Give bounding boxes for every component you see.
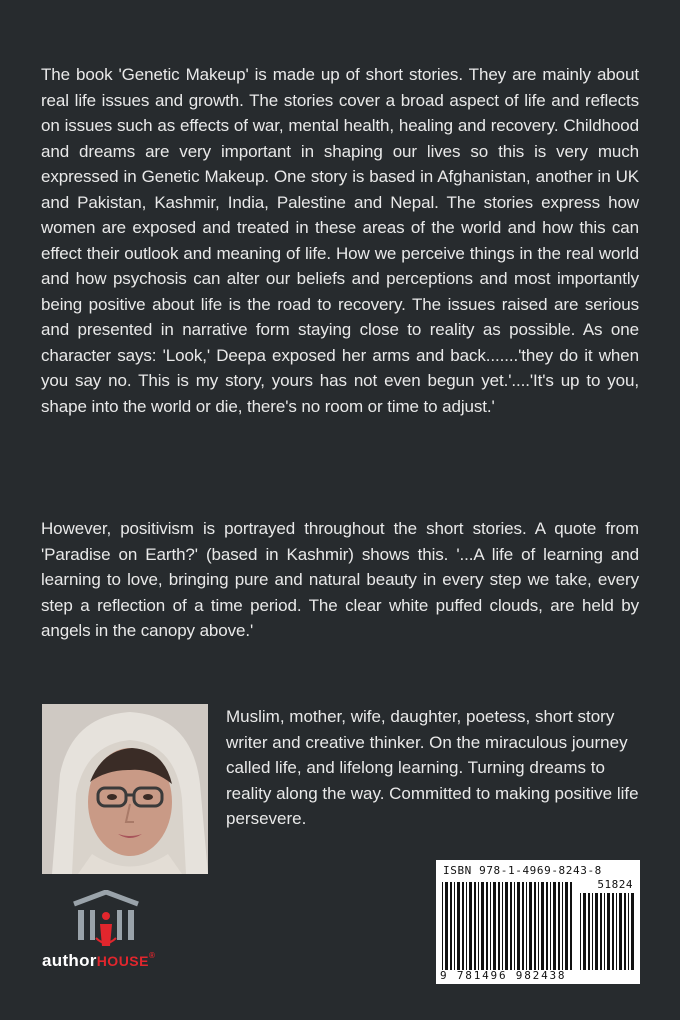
barcode-bar (558, 882, 560, 970)
isbn-barcode (436, 860, 640, 984)
barcode-bar (526, 882, 527, 970)
barcode-bar (595, 893, 598, 970)
ean-digits: 9 781496 982438 (440, 969, 567, 982)
barcode-bar (529, 882, 532, 970)
barcode-bar (624, 893, 626, 970)
barcode-bar (454, 882, 455, 970)
barcode-bar (619, 893, 622, 970)
barcode-bar (570, 882, 572, 970)
barcode-bar (631, 893, 634, 970)
blurb-paragraph-1: The book 'Genetic Makeup' is made up of short stories. They are mainly about real life issues and growth. The stories cover a broad aspect of life and reflects on issues such as effects of war, mental health, healing and recovery. Childhood and dreams are very important in shaping our lives so this is very much expressed in Genetic Makeup. One story is based in Afghanistan, another in UK and Pakistan, Kashmir, India, Palestine and Nepal. The stories express how women are exposed and treated in these areas of the world and how this can effect their outlook and meaning of life. How we perceive things in the real world and how psychosis can alter our beliefs and perceptions and most importantly being positive about life is the road to recovery. The issues raised are serious and presented in narrative form staying close to reality as possible. As one character says: 'Look,' Deepa exposed her arms and back.......'they do it when you say no. This is my story, yours has not even begun yet.'....'It's up to you, shape into the world or die, there's no room or time to adjust.' (41, 65, 639, 416)
barcode-bar (505, 882, 508, 970)
barcode-bar (522, 882, 524, 970)
barcode-bar (604, 893, 605, 970)
barcode-bar (616, 893, 617, 970)
barcode-bar (450, 882, 452, 970)
house-book-logo-icon (40, 890, 180, 950)
barcode-bar (580, 893, 581, 970)
barcode-bar (445, 882, 448, 970)
barcode-bar (628, 893, 629, 970)
price-barcode-bars (580, 893, 634, 970)
barcode-bar (553, 882, 556, 970)
registered-mark: ® (148, 951, 155, 960)
publisher-name-part1: author (42, 951, 97, 970)
barcode-bar (588, 893, 590, 970)
barcode-bar (550, 882, 551, 970)
price-code: 51824 (597, 878, 633, 891)
barcode-bar (469, 882, 472, 970)
barcode-bar (474, 882, 476, 970)
barcode-bar (442, 882, 443, 970)
author-bio: Muslim, mother, wife, daughter, poetess, short story writer and creative thinker. On the miraculous journey called life, and lifelong learning. Turning dreams to reality along the way. Committed to making positive life persevere. (226, 707, 639, 828)
barcode-bar (541, 882, 544, 970)
publisher-name-part2: HOUSE (96, 953, 149, 969)
barcode-bar (534, 882, 536, 970)
barcode-bar (486, 882, 488, 970)
publisher-name (42, 951, 155, 971)
barcode-bar (514, 882, 515, 970)
author-photo (42, 704, 208, 874)
barcode-bar (481, 882, 484, 970)
barcode-bar (607, 893, 610, 970)
barcode-bar (493, 882, 496, 970)
isbn-label: ISBN 978-1-4969-8243-8 (443, 864, 602, 877)
barcode-bar (565, 882, 568, 970)
barcode-bar (562, 882, 563, 970)
barcode-bar (600, 893, 602, 970)
barcode-bar (538, 882, 539, 970)
barcode-bar (502, 882, 503, 970)
ean-barcode-bars (442, 882, 574, 970)
barcode-bar (517, 882, 520, 970)
barcode-bar (466, 882, 467, 970)
barcode-bar (462, 882, 464, 970)
blurb-paragraph-2: However, positivism is portrayed throughout the short stories. A quote from 'Paradise on Earth?' (based in Kashmir) shows this. '...A life of learning and learning to love, bringing pure and natural beauty in every step we take, every step a reflection of a time period. The clear white puffed clouds, are held by angels in the canopy above.' (41, 519, 639, 640)
barcode-bar (490, 882, 491, 970)
barcode-bar (612, 893, 614, 970)
barcode-bar (478, 882, 479, 970)
barcode-bar (592, 893, 593, 970)
barcode-bar (583, 893, 586, 970)
barcode-bar (457, 882, 460, 970)
barcode-bar (498, 882, 500, 970)
barcode-bar (546, 882, 548, 970)
barcode-bar (510, 882, 512, 970)
